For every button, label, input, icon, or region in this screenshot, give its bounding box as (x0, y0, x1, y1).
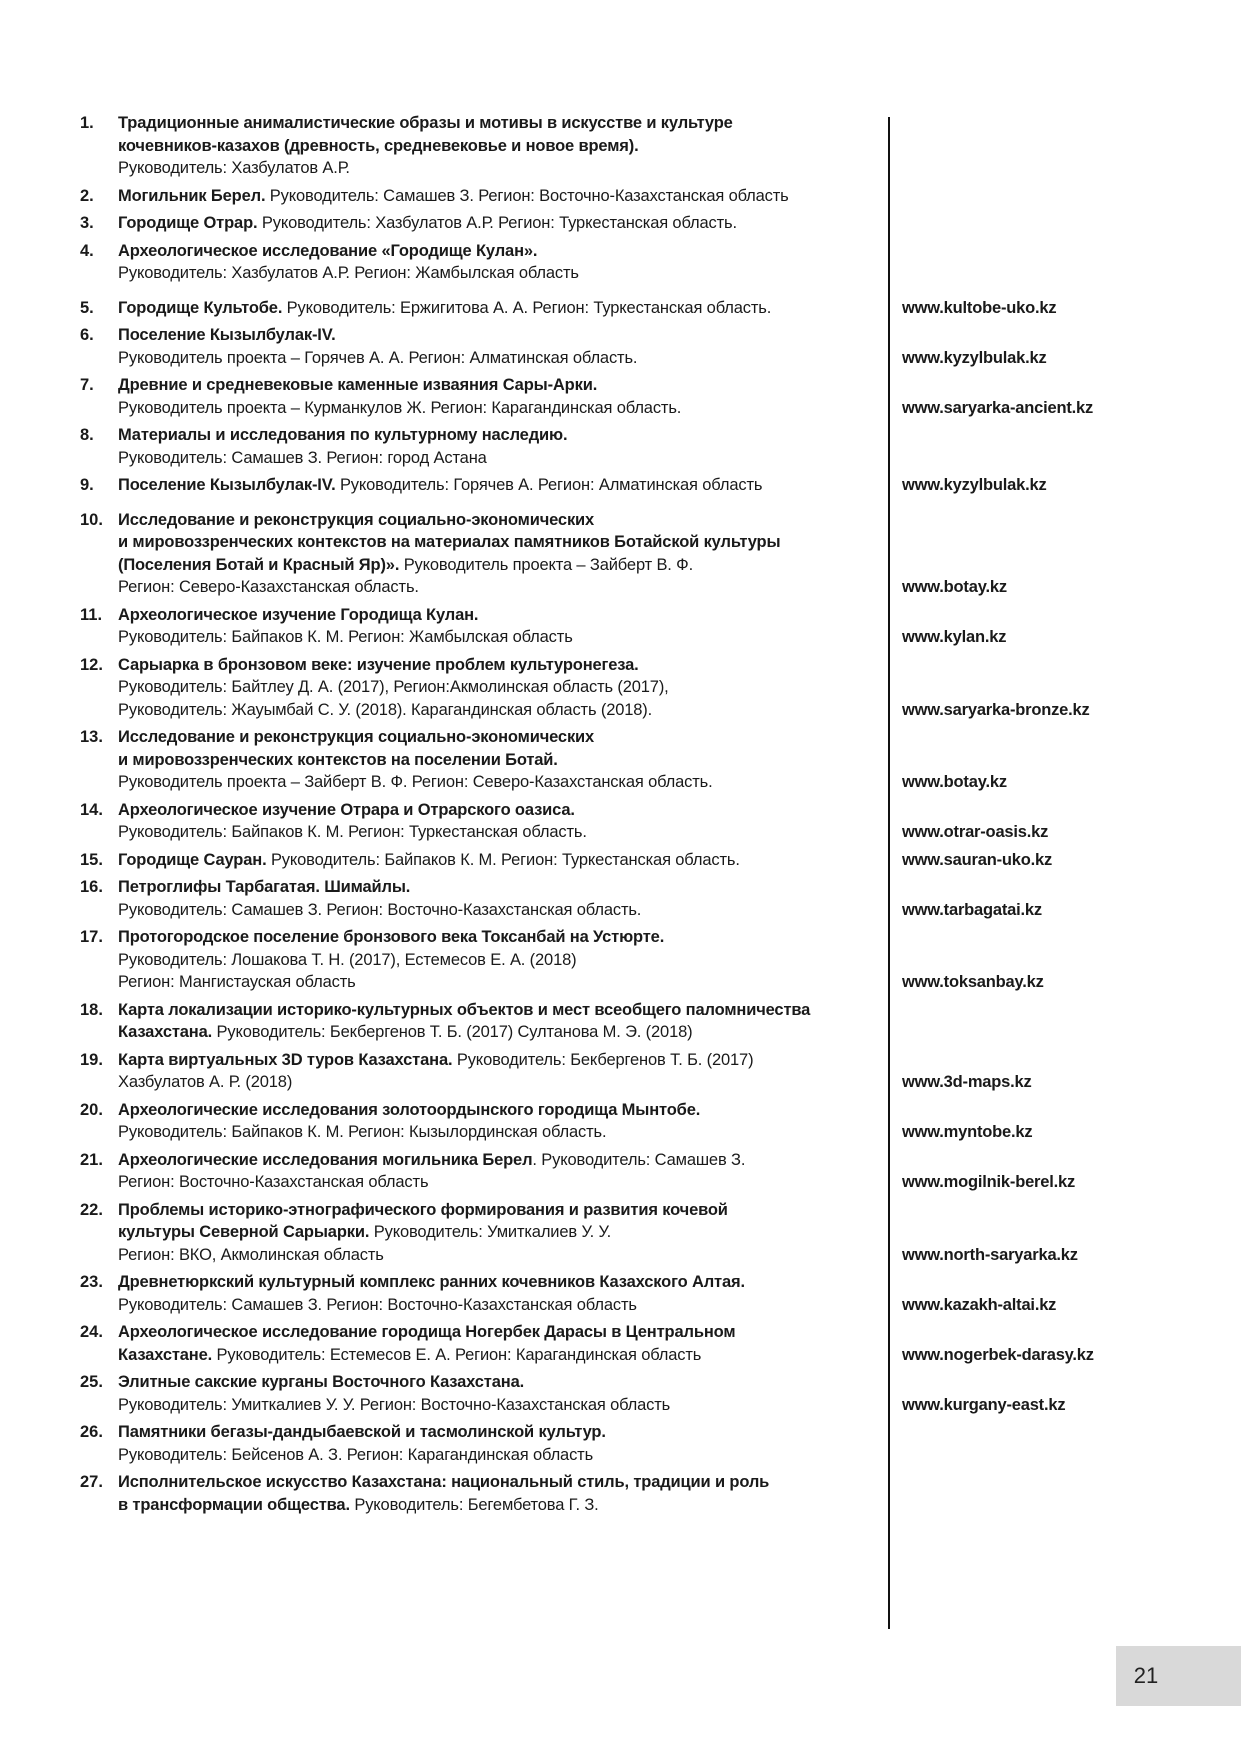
project-entry (80, 1199, 1130, 1267)
project-entry (80, 1271, 1130, 1316)
project-entry (80, 1321, 1130, 1366)
entry-title-text: Археологические исследования могильника Берел (118, 1150, 533, 1169)
entry-detail-text: Руководитель: Хазбулатов А.Р. Регион: Жамбылская область (118, 264, 579, 282)
entry-line (118, 212, 888, 235)
project-entry (80, 926, 1130, 994)
project-entry (80, 1049, 1130, 1094)
entry-number: 16. (80, 878, 103, 896)
entry-line (118, 1394, 888, 1417)
project-entry (80, 474, 1130, 497)
entry-line (118, 1199, 888, 1222)
entry-detail-text: Руководитель: Бегембетова Г. З. (349, 1495, 599, 1514)
entry-title-text: Археологическое изучение Городища Кулан. (118, 605, 479, 624)
project-entry (80, 1421, 1130, 1466)
entry-line (118, 699, 888, 722)
entry-line (118, 1121, 888, 1144)
entry-number: 9. (80, 476, 94, 494)
entry-text (118, 799, 888, 844)
entry-title-text: Сарыарка в бронзовом веке: изучение проблем культуронегеза. (118, 655, 639, 674)
entry-title-text: Археологическое исследование «Городище Кулан». (118, 241, 538, 260)
project-website-link[interactable]: www.tarbagatai.kz (902, 900, 1042, 919)
entry-text (118, 876, 888, 921)
entry-text (118, 1099, 888, 1144)
entry-line (118, 474, 888, 497)
entry-line (118, 1071, 888, 1094)
entry-text (118, 1321, 888, 1366)
project-entry (80, 297, 1130, 320)
entry-text (118, 926, 888, 994)
project-website-link[interactable]: www.north-saryarka.kz (902, 1245, 1078, 1264)
entry-line (118, 531, 888, 554)
entry-title-text: Протогородское поселение бронзового века Токсанбай на Устюрте. (118, 928, 665, 946)
entry-title-text: Археологическое исследование городища Ногербек Дарасы в Центральном (118, 1323, 736, 1341)
entry-number: 1. (80, 114, 94, 132)
entry-detail-text: Регион: Карагандинская область. (426, 398, 682, 417)
entry-title-text: Исследование и реконструкция социально-экономических (118, 728, 595, 746)
project-website-link[interactable]: www.kazakh-altai.kz (902, 1295, 1057, 1314)
entry-text (118, 185, 888, 208)
entry-title-text: (Поселения Ботай и Красный Яр)». (118, 555, 400, 574)
entry-number: 11. (80, 605, 103, 624)
project-entry (80, 1371, 1130, 1416)
entry-line (118, 447, 888, 470)
entry-number: 24. (80, 1323, 103, 1341)
entry-line (118, 1271, 888, 1294)
entry-number: 6. (80, 326, 94, 344)
entry-detail-text: Руководитель проекта – Зайберт В. Ф. (118, 773, 408, 791)
entry-line (118, 262, 888, 285)
entry-detail-text: Руководитель: Байтлеу Д. А. (2017), Регион:Акмолинская область (2017), (118, 678, 669, 696)
entry-text (118, 1199, 888, 1267)
entry-detail-text: Руководитель: Бекбергенов Т. Б. (2017) Султанова М. Э. (2018) (212, 1023, 693, 1041)
entry-number: 3. (80, 214, 94, 232)
entry-text (118, 1271, 888, 1316)
project-website-link[interactable]: www.myntobe.kz (902, 1123, 1033, 1141)
entry-line (118, 1344, 888, 1367)
entry-detail-text: Хазбулатов А. Р. (2018) (118, 1073, 293, 1091)
entry-line (118, 971, 888, 994)
entry-title-text: Могильник Берел. (118, 186, 266, 205)
entry-line (118, 240, 888, 263)
entry-line (118, 654, 888, 677)
entry-detail-text: Регион: ВКО, Акмолинская область (118, 1245, 384, 1264)
entry-number: 18. (80, 1000, 103, 1019)
entry-detail-text: Руководитель: Байпаков К. М. Регион: Жамбылская область (118, 628, 573, 646)
project-website-link[interactable]: www.kultobe-uko.kz (902, 298, 1057, 317)
entry-text (118, 999, 888, 1044)
entry-number: 10. (80, 510, 103, 529)
project-entry (80, 604, 1130, 649)
column-divider (888, 117, 890, 1629)
entry-line (118, 397, 888, 420)
entry-line (118, 112, 888, 135)
entry-title-text: Исследование и реконструкция социально-экономических (118, 510, 595, 529)
entry-number: 19. (80, 1050, 103, 1069)
page-number-box (1116, 1646, 1241, 1706)
project-entry (80, 799, 1130, 844)
entry-title-text: Археологические исследования золотоордынского городища Мынтобе. (118, 1100, 701, 1119)
entry-title-text: Древнетюркский культурный комплекс ранних кочевников Казахского Алтая. (118, 1273, 745, 1291)
entry-number: 7. (80, 376, 94, 394)
project-website-link[interactable]: www.3d-maps.kz (902, 1073, 1032, 1091)
entry-line (118, 899, 888, 922)
entry-title-text: Проблемы историко-этнографического формирования и развития кочевой (118, 1200, 728, 1219)
entry-detail-text: . Руководитель: Самашев З. (532, 1150, 746, 1169)
page-number: 21 (1133, 1663, 1159, 1688)
entry-detail-text: Регион: Восточно-Казахстанская область (118, 1173, 429, 1191)
entry-detail-text: Руководитель: Лошакова Т. Н. (2017), Естемесов Е. А. (2018) (118, 950, 577, 969)
entry-line (118, 876, 888, 899)
entry-title-text: и мировоззренческих контекстов на поселении Ботай. (118, 750, 558, 769)
project-entry (80, 654, 1130, 722)
entry-title-text: Городище Отрар. (118, 214, 258, 232)
entry-line (118, 157, 888, 180)
entry-number: 13. (80, 728, 103, 746)
entry-title-text: Карта виртуальных 3D туров Казахстана. (118, 1050, 453, 1069)
entry-title-text: в трансформации общества. (118, 1495, 350, 1514)
entry-title-text: культуры Северной Сарыарки. (118, 1223, 370, 1241)
entry-title-text: Казахстана. (118, 1023, 213, 1041)
project-website-link[interactable]: www.kyzylbulak.kz (902, 476, 1047, 494)
entry-line (118, 135, 888, 158)
entry-text (118, 1421, 888, 1466)
entry-detail-text: Руководитель проекта – Курманкулов Ж. (118, 398, 427, 417)
project-entry (80, 1471, 1130, 1516)
entry-detail-text: Руководитель: Байпаков К. М. Регион: Туркестанская область. (266, 850, 740, 869)
entry-number: 22. (80, 1200, 103, 1219)
entry-number: 15. (80, 850, 103, 869)
project-website-link[interactable]: www.kyzylbulak.kz (902, 348, 1047, 367)
entry-title-text: Исполнительское искусство Казахстана: национальный стиль, традиции и роль (118, 1473, 770, 1491)
entry-line (118, 576, 888, 599)
entry-title-text: Городище Сауран. (118, 850, 267, 869)
project-entry (80, 374, 1130, 419)
entry-detail-text: Руководитель: Хазбулатов А.Р. Регион: Туркестанская область. (257, 214, 737, 232)
entry-number: 4. (80, 241, 94, 260)
entry-title-text: Традиционные анималистические образы и мотивы в искусстве и культуре (118, 114, 733, 132)
project-website-link[interactable]: www.saryarka-bronze.kz (902, 700, 1090, 719)
entry-number: 14. (80, 800, 103, 819)
project-entry (80, 185, 1130, 208)
entry-line (118, 509, 888, 532)
entry-line (118, 1221, 888, 1244)
entry-line (118, 1294, 888, 1317)
entry-line (118, 926, 888, 949)
project-website-link[interactable]: www.mogilnik-berel.kz (902, 1173, 1076, 1191)
entry-title-text: Петроглифы Тарбагатая. Шимайлы. (118, 878, 411, 896)
entry-title-text: Поселение Кызылбулак-IV. (118, 326, 336, 344)
entry-detail-text: Руководитель: Горячев А. Регион: Алматинская область (335, 476, 763, 494)
entry-number: 17. (80, 928, 103, 946)
entry-text (118, 1371, 888, 1416)
project-entry (80, 1149, 1130, 1194)
entry-number: 21. (80, 1150, 103, 1169)
entry-detail-text: Руководитель: Умиткалиев У. У. Регион: Восточно-Казахстанская область (118, 1395, 671, 1414)
entry-line (118, 771, 888, 794)
project-website-link[interactable]: www.nogerbek-darasy.kz (902, 1345, 1094, 1364)
entry-text (118, 726, 888, 794)
entry-number: 27. (80, 1473, 103, 1491)
project-website-link[interactable]: www.kylan.kz (902, 628, 1007, 646)
entry-detail-text: Руководитель: Самашев З. Регион: Восточно-Казахстанская область (118, 1295, 637, 1314)
entry-line (118, 554, 888, 577)
entry-detail-text: Регион: Мангистауская область (118, 973, 356, 991)
entry-title-text: Городище Культобе. (118, 298, 283, 317)
entry-text (118, 424, 888, 469)
entry-text (118, 324, 888, 369)
entry-line (118, 1471, 888, 1494)
entry-line (118, 1321, 888, 1344)
entry-text (118, 509, 888, 599)
entry-detail-text: Руководитель: Естемесов Е. А. Регион: Карагандинская область (212, 1345, 702, 1364)
entry-title-text: кочевников-казахов (древность, средневековье и новое время). (118, 136, 639, 155)
project-entry (80, 509, 1130, 599)
entry-title-text: Археологическое изучение Отрара и Отрарского оазиса. (118, 800, 575, 819)
entry-line (118, 749, 888, 772)
entry-title-text: Карта локализации историко-культурных объектов и мест всеобщего паломничества (118, 1000, 811, 1019)
entry-line (118, 1421, 888, 1444)
project-entry (80, 999, 1130, 1044)
entry-title-text: Казахстане. (118, 1345, 213, 1364)
entry-number: 23. (80, 1273, 103, 1291)
project-website-link[interactable]: www.botay.kz (902, 773, 1007, 791)
entry-line (118, 374, 888, 397)
entry-text (118, 1471, 888, 1516)
entry-line (118, 604, 888, 627)
entry-text (118, 474, 888, 497)
entry-detail-text: Руководитель: Бекбергенов Т. Б. (2017) (452, 1050, 754, 1069)
entry-line (118, 1049, 888, 1072)
entry-line (118, 626, 888, 649)
entry-detail-text: Руководитель: Самашев З. Регион: Восточно-Казахстанская область (265, 186, 789, 205)
entry-title-text: и мировоззренческих контекстов на материалах памятников Ботайской культуры (118, 533, 781, 551)
entry-detail-text: Руководитель: Самашев З. Регион: город Астана (118, 448, 487, 467)
entry-detail-text: Руководитель: Бейсенов А. З. Регион: Карагандинская область (118, 1445, 594, 1464)
entry-number: 5. (80, 298, 94, 317)
project-entry (80, 726, 1130, 794)
entry-detail-text: Руководитель: Жауымбай С. У. (2018). Карагандинская область (2018). (118, 700, 653, 719)
entry-detail-text: Руководитель: Ержигитова А. А. Регион: Туркестанская область. (282, 298, 772, 317)
entry-number: 8. (80, 426, 94, 444)
entry-text (118, 654, 888, 722)
entry-detail-text: Регион: Северо-Казахстанская область. (407, 773, 713, 791)
entry-line (118, 185, 888, 208)
entry-text (118, 374, 888, 419)
entry-line (118, 1244, 888, 1267)
entry-text (118, 240, 888, 285)
entry-line (118, 1444, 888, 1467)
entry-number: 26. (80, 1423, 103, 1441)
entry-line (118, 347, 888, 370)
entry-line (118, 297, 888, 320)
entry-detail-text: Регион: Северо-Казахстанская область. (118, 578, 419, 596)
project-website-link[interactable]: www.sauran-uko.kz (902, 850, 1053, 869)
project-entry (80, 212, 1130, 235)
project-entry (80, 240, 1130, 285)
entry-text (118, 297, 888, 320)
entry-title-text: Памятники бегазы-дандыбаевской и тасмолинской культур. (118, 1423, 606, 1441)
entry-text (118, 1149, 888, 1194)
entry-number: 12. (80, 655, 103, 674)
entry-line (118, 849, 888, 872)
project-website-link[interactable]: www.kurgany-east.kz (902, 1395, 1066, 1414)
project-website-link[interactable]: www.toksanbay.kz (902, 973, 1044, 991)
project-entry (80, 849, 1130, 872)
project-website-link[interactable]: www.botay.kz (902, 578, 1007, 596)
entry-text (118, 112, 888, 180)
entry-detail-text: Регион: Алматинская область. (404, 348, 638, 367)
entry-detail-text: Руководитель проекта – Горячев А. А. (118, 348, 405, 367)
entry-title-text: Древние и средневековые каменные изваяния Сары-Арки. (118, 376, 598, 394)
project-list (80, 112, 1130, 1521)
entry-line (118, 949, 888, 972)
project-website-link[interactable]: www.otrar-oasis.kz (902, 823, 1049, 841)
entry-line (118, 1371, 888, 1394)
entry-title-text: Элитные сакские курганы Восточного Казахстана. (118, 1373, 525, 1391)
entry-line (118, 799, 888, 822)
entry-number: 25. (80, 1373, 103, 1391)
entry-line (118, 821, 888, 844)
project-website-link[interactable]: www.saryarka-ancient.kz (902, 398, 1094, 417)
entry-text (118, 849, 888, 872)
entry-title-text: Поселение Кызылбулак-IV. (118, 476, 336, 494)
entry-detail-text: Руководитель: Байпаков К. М. Регион: Туркестанская область. (118, 823, 587, 841)
entry-line (118, 1099, 888, 1122)
entry-line (118, 726, 888, 749)
entry-line (118, 676, 888, 699)
entry-title-text: Материалы и исследования по культурному наследию. (118, 426, 568, 444)
entry-line (118, 999, 888, 1022)
project-entry (80, 112, 1130, 180)
entry-number: 20. (80, 1100, 103, 1119)
project-entry (80, 324, 1130, 369)
entry-detail-text: Руководитель: Умиткалиев У. У. (369, 1223, 612, 1241)
entry-detail-text: Руководитель: Хазбулатов А.Р. (118, 159, 350, 177)
entry-detail-text: Руководитель: Самашев З. Регион: Восточно-Казахстанская область. (118, 900, 642, 919)
entry-line (118, 1021, 888, 1044)
entry-line (118, 1494, 888, 1517)
entry-text (118, 1049, 888, 1094)
project-entry (80, 876, 1130, 921)
entry-line (118, 1171, 888, 1194)
entry-text (118, 212, 888, 235)
entry-number: 2. (80, 186, 94, 205)
entry-text (118, 604, 888, 649)
entry-detail-text: Руководитель проекта – Зайберт В. Ф. (399, 555, 694, 574)
entry-line (118, 324, 888, 347)
project-entry (80, 424, 1130, 469)
entry-line (118, 424, 888, 447)
entry-line (118, 1149, 888, 1172)
project-entry (80, 1099, 1130, 1144)
entry-detail-text: Руководитель: Байпаков К. М. Регион: Кызылординская область. (118, 1123, 607, 1141)
